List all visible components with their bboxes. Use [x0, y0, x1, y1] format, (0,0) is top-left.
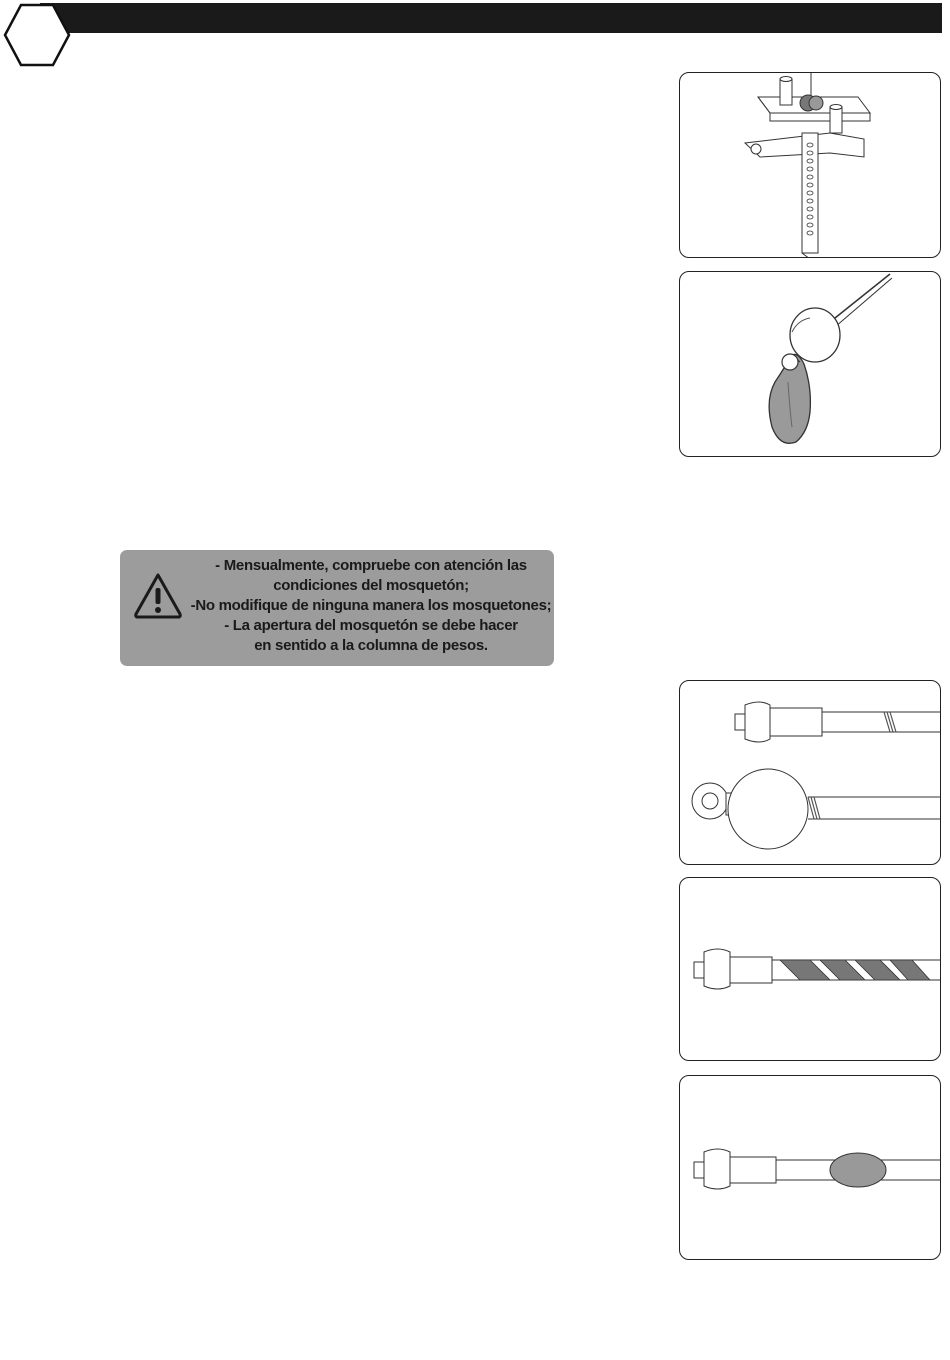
hexagon-icon: [3, 3, 71, 67]
warning-line: - La apertura del mosquetón se debe hacer: [224, 617, 518, 634]
cable-frayed-illustration: [680, 878, 941, 1061]
cable-end-fittings-illustration: [680, 681, 941, 865]
warning-text: [190, 556, 552, 656]
warning-line: en sentido a la columna de pesos.: [254, 637, 488, 654]
warning-line: condiciones del mosquetón;: [273, 577, 469, 594]
header-bar: [40, 3, 942, 33]
warning-box: [120, 550, 554, 666]
figure-carabiner: [679, 271, 941, 457]
weight-stack-pin-illustration: [680, 73, 941, 258]
warning-line: -No modifique de ninguna manera los mosquetones;: [190, 597, 552, 614]
figure-cable-frayed: [679, 877, 941, 1061]
figure-weight-stack-pin: [679, 72, 941, 258]
warning-triangle-icon: [132, 570, 184, 622]
warning-line: - Mensualmente, compruebe con atención las: [215, 557, 527, 574]
cable-bulge-illustration: [680, 1076, 941, 1260]
carabiner-illustration: [680, 272, 941, 457]
figure-cable-bulge: [679, 1075, 941, 1260]
figure-cable-end-fittings: [679, 680, 941, 865]
